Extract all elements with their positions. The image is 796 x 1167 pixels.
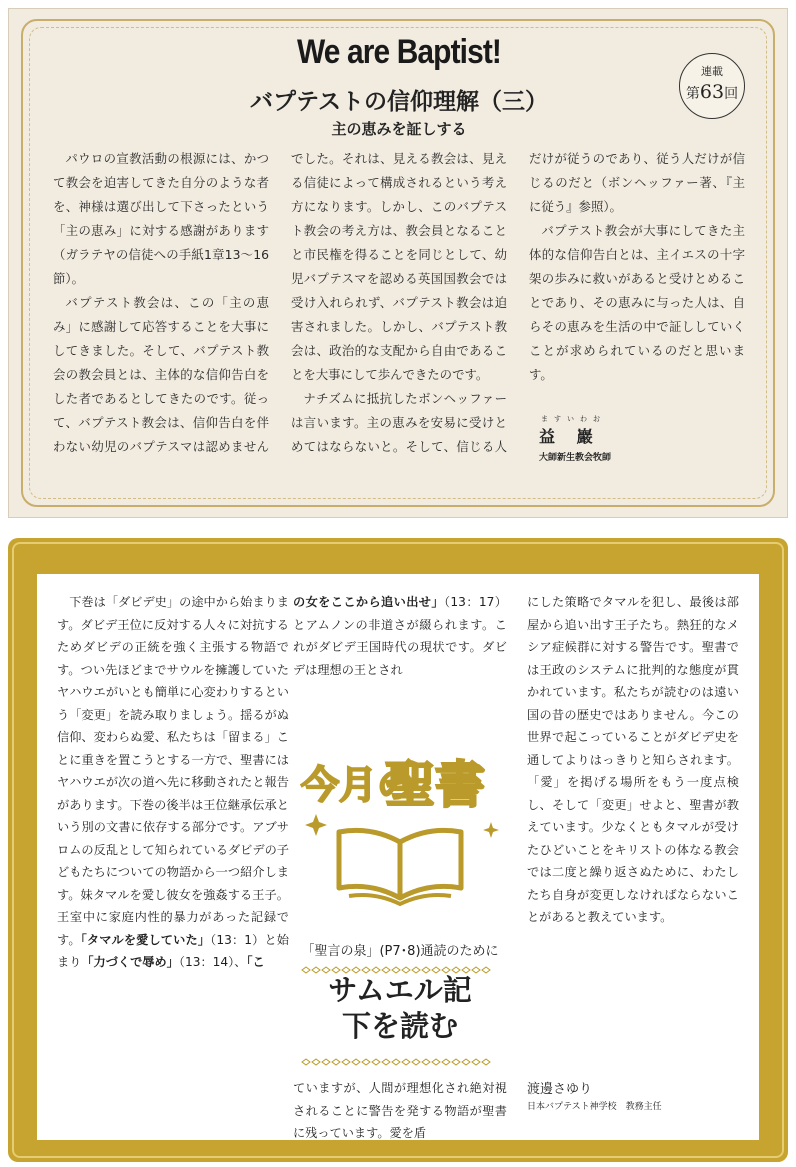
logo-text-seisho: 聖書: [385, 756, 485, 814]
bible-author: [527, 1078, 662, 1112]
column-title: We are Baptist!: [296, 33, 502, 71]
column-author: [539, 414, 611, 463]
bible-text: 下巻は「ダビデ史」の途中から始まります。ダビデ王位に反対する人々に対抗するためダビデの正統を強く主張する物語です。つい先ほどまでサウルを擁護していたヤハウエがいとも簡単に心変わりするという「変更」を読み取りましょう。揺るがぬ信仰、変わらぬ愛、私たちは「留まる」ことに重きを置こうとする一方で、聖書にはヤハウエが次の道へ先に移動されたと報告があります。下巻の後半は王位継承伝承という別の文書に依存する部分です。アブサロムの反乱として知られているダビデの子どもたちについての物語から一つ紹介します。妹タマルを愛し彼女を強姦する王子。王室中に家庭内性的暴力があった記録です。「タマルを愛していた」（13：1）と始まり「力づくで辱め」（13：14）、「こ: [57, 595, 289, 969]
sparkle-icon: [305, 814, 499, 838]
bible-column-2-bottom: [293, 1077, 507, 1145]
diamond-chain-divider: [301, 1058, 491, 1066]
author-affiliation: 大師新生教会牧師: [539, 453, 612, 463]
column-paragraph: バプテスト教会が大事にしてきた主体的な信仰告白とは、主イエスの十字架の歩みに救いがあると受けとめることであり、その恵みに与った人は、自らその恵みを生活の中で証ししていくことが求められているのだと思います。: [529, 223, 745, 382]
column-body: [53, 147, 745, 477]
bible-text: にした策略でタマルを犯し、最後は部屋から追い出す王子たち。熱狂的なメシア症候群に対する警告です。聖書では王政のシステムに批判的な態度が貫かれています。私たちが読むのは遠い国の昔の歴史ではありません。今この世界で起こっていることがダビデ史を通してよりはっきりと知らされます。「愛」を掲げる場所をもう一度点検し、そして「変更」せよと、聖書が教えています。少なくともタマルが受けたひどいことをキリストの体なる教会では二度と繰り返さぬために、わたしたち自身が変更しなければならないことがあると教えています。: [527, 595, 739, 924]
bible-column-3: [527, 591, 739, 929]
badge-label: 連載: [701, 65, 723, 78]
logo-text-ima: 今月の: [301, 763, 416, 807]
column-paragraph: パウロの宣教活動の根源には、かつて教会を迫害してきた自分のような者を、神様は選び出して下さったという「主の恵み」に対する感謝があります（ガラテヤの信徒への手紙1章13〜16節）。: [53, 151, 269, 286]
bible-column-1: [57, 591, 289, 974]
bible-text: の女をここから追い出せ」（13：17）とアムノンの非道さが綴られます。これがダビデ王国時代の現状です。ダビデは理想の王とされ: [293, 595, 507, 677]
column-paragraph: バプテスト教会は、この「主の恵み」に感謝して応答することを大事にしてきました。そして、バプテスト教会の教会員とは、主体的な信仰告白をした者であるとしてきたのです。従って、バプテスト教会は、信仰告白を伴わない幼児のバプテスマは認めませんでした。それは、見える教会は、見える信徒によって構成されるという考え方になります。しかし、このバプテスト教会の考え方は、教会員となることと市民権を得ることを同じとして、幼児バプテスマを認める英国国教会では受け入れられず、バプテスト教会は迫害されました。しかし、バプテスト教会は、政治的な支配から自由であることを大事にして歩んできたのです。: [53, 151, 507, 454]
author-ruby: ますいわお: [541, 415, 606, 423]
column-theme: 主の恵みを証しする: [331, 120, 467, 138]
open-book-icon: [339, 830, 461, 898]
monthly-bible-content: [37, 574, 759, 1140]
author-name: 益 巖: [539, 427, 601, 446]
bible-text: ていますが、人間が理想化され絶対視されることに警告を発する物語が聖書に残っています。愛を盾: [293, 1081, 507, 1140]
monthly-bible-panel: [8, 538, 788, 1162]
monthly-bible-logo: [293, 710, 507, 910]
column-paragraph: ナチズムに抵抗したボンヘッファーは言います。主の恵みを安易に受けとめてはならないと。そして、信じる人だけが従うのであり、従う人だけが信じるのだと（ボンヘッファー著、『主に従う』参照）。: [291, 151, 745, 454]
column-subtitle: バプテストの信仰理解（三）: [249, 88, 549, 115]
author-name: 渡邊さゆり: [527, 1082, 593, 1097]
bible-column-2-top: [293, 591, 507, 681]
baptist-column-panel: [8, 8, 788, 518]
badge-count: 第63回: [685, 81, 739, 103]
author-affiliation: 日本バプテスト神学校 教務主任: [527, 1102, 662, 1112]
series-label: 「聖言の泉」(P7･8)通読のために: [301, 944, 499, 959]
series-number-badge: [679, 53, 745, 119]
book-title: サムエル記 下を読む: [328, 973, 472, 1043]
